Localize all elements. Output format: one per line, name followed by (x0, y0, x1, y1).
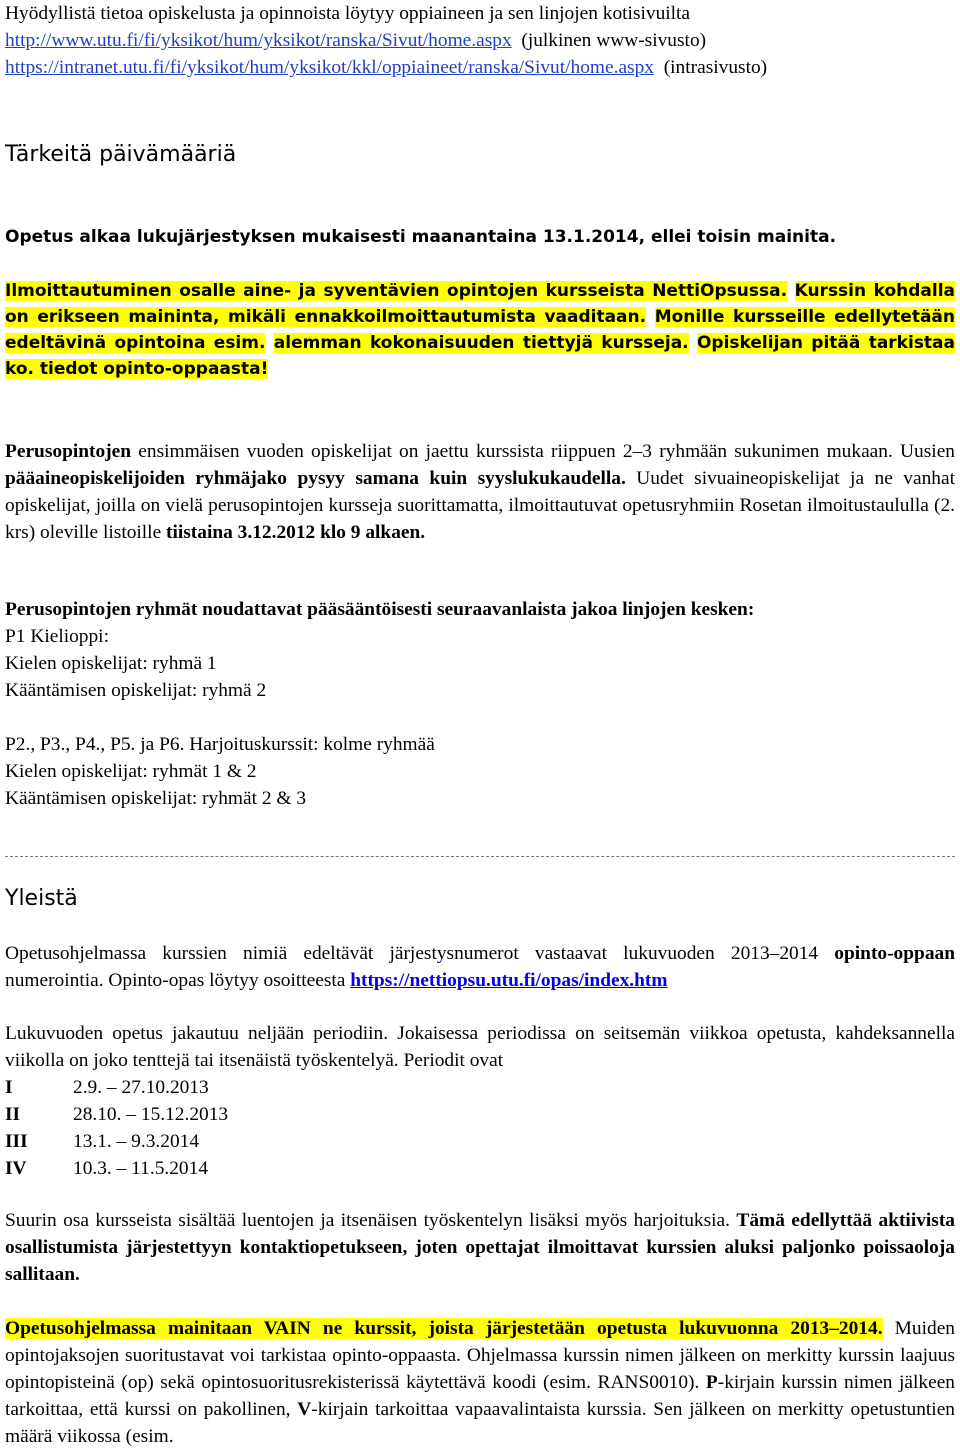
teaching-start: Opetus alkaa lukujärjestyksen mukaisesti maanantaina 13.1.2014, ellei toisin mainita. (5, 227, 837, 247)
period-row (5, 1101, 955, 1128)
division-heading: Perusopintojen ryhmät noudattavat pääsääntöisesti seuraavanlaista jakoa linjojen kesken: (5, 599, 755, 620)
section-divider (5, 856, 955, 857)
courses-paragraph (5, 1315, 955, 1450)
intranet-link[interactable]: https://intranet.utu.fi/fi/yksikot/hum/yksikot/kkl/oppiaineet/ranska/Sivut/home.aspx (5, 57, 654, 78)
courses-text-1: Muiden opintojaksojen suoritustavat voi tarkistaa opinto-oppaasta. Ohjelmassa kurssin nimen jälkeen on merkitty kurssin laajuus opintopisteinä (op) sekä opintosuoritusrekisterissä käytettävä koodi (esim. RANS0010). (5, 1318, 955, 1393)
period-roman: IV (5, 1158, 27, 1179)
attendance-paragraph (5, 1207, 955, 1288)
optional-letter: V (297, 1399, 312, 1420)
header-intro (5, 0, 955, 81)
groups-signup-time: tiistaina 3.12.2012 klo 9 alkaen. (166, 522, 426, 543)
attendance-text: Suurin osa kursseista sisältää luentojen ja itsenäisen työskentelyn lisäksi myös harjoituksia. (5, 1210, 737, 1231)
division-line-1: P1 Kielioppi: (5, 626, 109, 647)
periods-paragraph: Lukuvuoden opetus jakautuu neljään periodiin. Jokaisessa periodissa on seitsemän viikkoa opetusta, kahdeksannella viikolla on joko tenttejä tai itsenäistä työskentelyä. Periodit ovat (5, 1023, 955, 1071)
groups-text-1: ensimmäisen vuoden opiskelijat on jaettu kurssista riippuen 2–3 ryhmään sukunimen mukaan. Uusien (131, 441, 955, 462)
period-roman: II (5, 1104, 21, 1125)
courses-text-2: -kirjain kurssin nimen jälkeen tarkoittaa, että kurssi on pakollinen, (5, 1372, 956, 1420)
division-line-2: Kielen opiskelijat: ryhmä 1 (5, 653, 217, 674)
period-row (5, 1155, 955, 1182)
period-dates: 28.10. – 15.12.2013 (73, 1104, 229, 1125)
periods-list (5, 1074, 955, 1182)
groups-text-2: Uudet sivuaineopiskelijat ja ne vanhat opiskelijat, joilla on vielä perusopintojen kursseja suorittamatta, ilmoittautuvat opetusryhmiin Rosetan ilmoitustaululla (2. krs) oleville listoille (5, 468, 955, 543)
period-dates: 2.9. – 27.10.2013 (73, 1077, 209, 1098)
division-line-6: Kääntämisen opiskelijat: ryhmät 2 & 3 (5, 788, 307, 809)
groups-term: Perusopintojen (5, 441, 132, 462)
mandatory-letter: P (705, 1372, 718, 1393)
registration-text-2: Kurssin kohdalla on erikseen maininta, mikäli ennakkoilmoittautumista vaaditaan. (5, 281, 956, 327)
division-line-5: Kielen opiskelijat: ryhmät 1 & 2 (5, 761, 257, 782)
registration-text-3: Monille kursseille edellytetään edeltävinä opintoina esim. (5, 307, 955, 353)
period-roman: I (5, 1077, 13, 1098)
numbering-text-1: Opetusohjelmassa kurssien nimiä edeltävät järjestysnumerot vastaavat lukuvuoden 2013–2014 (5, 943, 835, 964)
group-division (5, 596, 955, 812)
division-line-4: P2., P3., P4., P5. ja P6. Harjoituskurssit: kolme ryhmää (5, 734, 435, 755)
registration-text-1: Ilmoittautuminen osalle aine- ja syventävien opintojen kursseista NettiOpsussa. (5, 281, 788, 301)
period-roman: III (5, 1131, 28, 1152)
intranet-note: (intrasivusto) (663, 57, 768, 78)
period-row (5, 1128, 955, 1155)
general-heading: Yleistä (5, 886, 78, 911)
period-dates: 13.1. – 9.3.2014 (73, 1131, 200, 1152)
registration-text-4: alemman kokonaisuuden tiettyjä kursseja. (273, 333, 689, 353)
dates-heading: Tärkeitä päivämääriä (5, 142, 237, 167)
courses-highlight: Opetusohjelmassa mainitaan VAIN ne kurssit, joista järjestetään opetusta lukuvuonna 2013–2014. (5, 1318, 883, 1339)
public-site-link[interactable]: http://www.utu.fi/fi/yksikot/hum/yksikot/ranska/Sivut/home.aspx (5, 30, 512, 51)
public-site-note: (julkinen www-sivusto) (521, 30, 707, 51)
courses-text-3: -kirjain tarkoittaa vapaavalintaista kurssia. Sen jälkeen on merkitty opetustuntien määrä viikossa (esim. (5, 1399, 955, 1447)
registration-notice (5, 278, 955, 382)
attendance-emphasis: Tämä edellyttää aktiivista osallistumista järjestettyyn kontaktiopetukseen, joten opettajat ilmoittavat kurssien aluksi paljonko poissaoloja sallitaan. (5, 1210, 955, 1285)
division-line-3: Kääntämisen opiskelijat: ryhmä 2 (5, 680, 267, 701)
intro-text: Hyödyllistä tietoa opiskelusta ja opinnoista löytyy oppiaineen ja sen linjojen kotisivuilta (5, 3, 691, 24)
study-guide-link[interactable]: https://nettiopsu.utu.fi/opas/index.htm (350, 970, 668, 991)
numbering-guide-term: opinto-oppaan (834, 943, 955, 964)
groups-emphasis: pääaineopiskelijoiden ryhmäjako pysyy samana kuin syyslukukaudella. (5, 468, 626, 489)
period-dates: 10.3. – 11.5.2014 (73, 1158, 209, 1179)
numbering-paragraph (5, 940, 955, 994)
groups-paragraph (5, 438, 955, 546)
registration-text-5: Opiskelijan pitää tarkistaa ko. tiedot opinto-oppaasta! (5, 333, 956, 379)
numbering-text-2: numerointia. Opinto-opas löytyy osoitteesta (5, 970, 351, 991)
period-row (5, 1074, 955, 1101)
